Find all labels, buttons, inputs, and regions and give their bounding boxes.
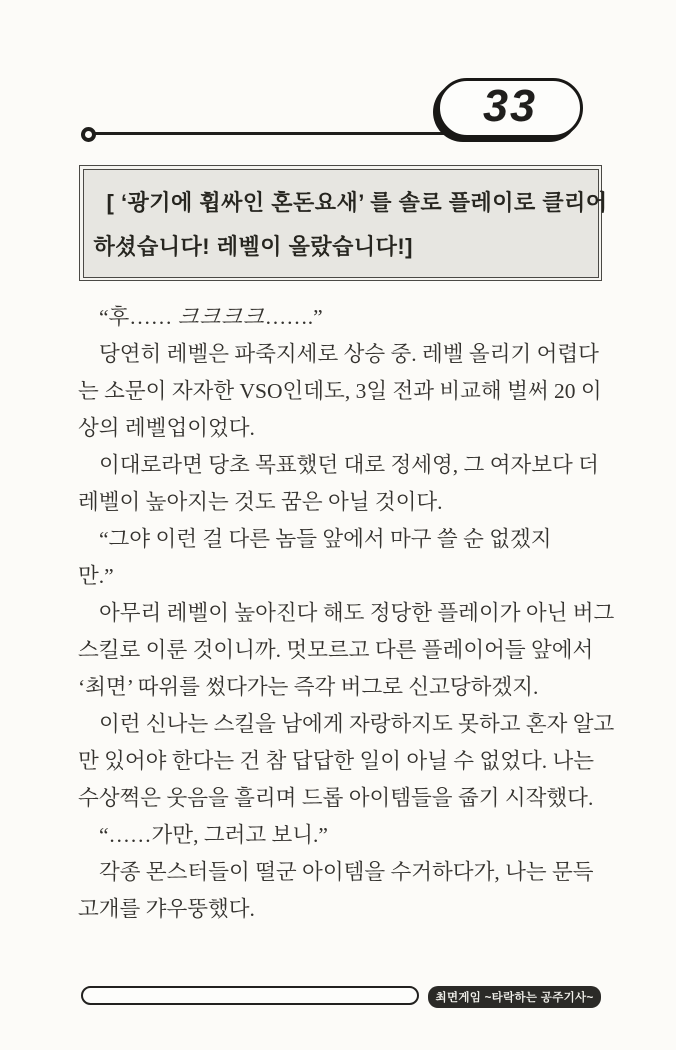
footer-page-pill xyxy=(81,986,419,1005)
chapter-divider-line xyxy=(93,132,453,135)
system-message-content xyxy=(83,169,608,278)
text-line: 수상쩍은 웃음을 흘리며 드롭 아이템들을 줍기 시작했다. xyxy=(78,786,594,810)
system-message-line: 하셨습니다! 레벨이 올랐습니다!] xyxy=(93,233,413,259)
system-message-box xyxy=(79,165,608,281)
text-line: 당연히 레벨은 파죽지세로 상승 중. 레벨 올리기 어렵다 xyxy=(99,342,599,366)
text-line: “……가만, 그러고 보니.” xyxy=(99,823,328,847)
chapter-number: 33 xyxy=(482,80,538,131)
system-message-line: [ ‘광기에 휩싸인 혼돈요새’ 를 솔로 플레이로 클리어 xyxy=(106,189,608,215)
text-line: 상의 레벨업이었다. xyxy=(78,416,255,440)
text-line: ‘최면’ 따위를 썼다가는 즉각 버그로 신고당하겠지. xyxy=(78,675,539,699)
chapter-number-badge xyxy=(437,78,583,138)
text-line: 이대로라면 당초 목표했던 대로 정세영, 그 여자보다 더 xyxy=(99,453,599,477)
text-line: 고개를 갸우뚱했다. xyxy=(78,897,255,921)
chapter-header xyxy=(0,0,676,150)
body-text xyxy=(78,299,615,928)
text-line: 는 소문이 자자한 VSO인데도, 3일 전과 비교해 벌써 20 이 xyxy=(78,379,602,403)
text-line: “후…… 크크크크…….” xyxy=(99,305,323,329)
text-line: 이런 신나는 스킬을 남에게 자랑하지도 못하고 혼자 알고 xyxy=(99,712,615,736)
text-line: 스킬로 이룬 것이니까. 멋모르고 다른 플레이어들 앞에서 xyxy=(78,638,594,662)
series-title: 최면게임 ~타락하는 공주기사~ xyxy=(435,992,594,1004)
text-line: 만.” xyxy=(78,564,114,588)
text-line: 레벨이 높아지는 것도 꿈은 아닐 것이다. xyxy=(78,490,443,514)
text-line: 만 있어야 한다는 건 참 답답한 일이 아닐 수 없었다. 나는 xyxy=(78,749,595,773)
series-title-badge xyxy=(428,986,601,1008)
text-line: 각종 몬스터들이 떨군 아이템을 수거하다가, 나는 문득 xyxy=(99,860,594,884)
text-line: “그야 이런 걸 다른 놈들 앞에서 마구 쓸 순 없겠지 xyxy=(99,527,552,551)
text-line: 아무리 레벨이 높아진다 해도 정당한 플레이가 아닌 버그 xyxy=(99,601,615,625)
